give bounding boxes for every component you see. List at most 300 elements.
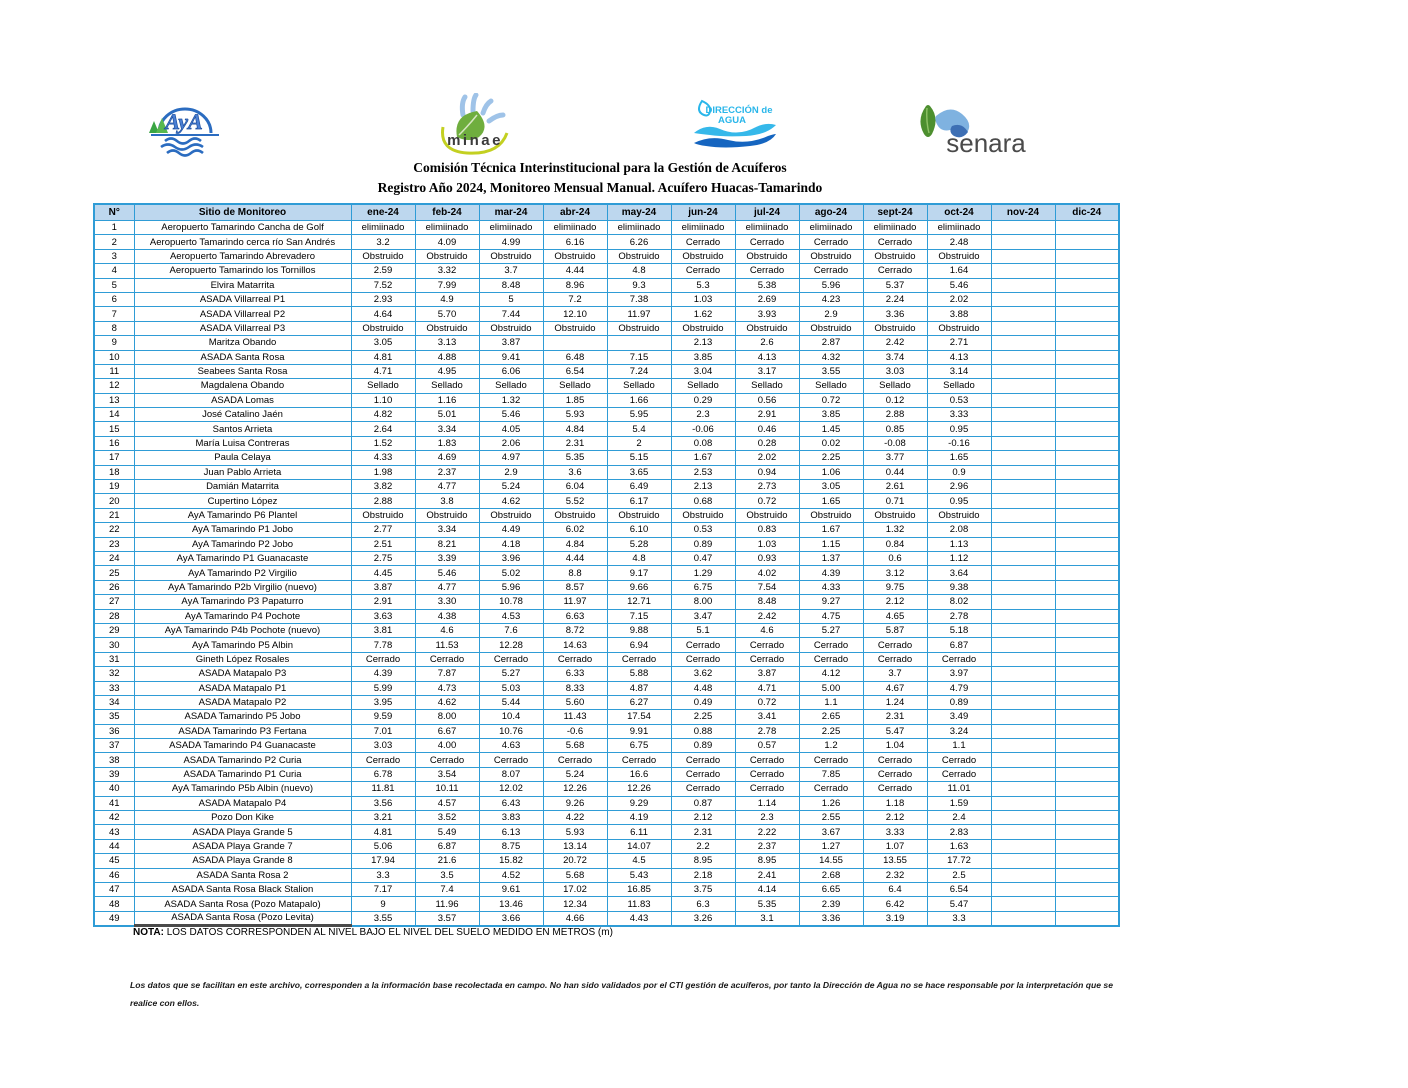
- table-row: [94, 854, 1119, 868]
- value-cell-abr-24: Obstruido: [543, 321, 607, 335]
- value-cell-may-24: Cerrado: [607, 753, 671, 767]
- value-cell-oct-24: 8.02: [927, 595, 991, 609]
- value-cell-feb-24: Obstruido: [415, 249, 479, 263]
- value-cell-jul-24: 2.42: [735, 609, 799, 623]
- value-cell-ene-24: 6.78: [351, 767, 415, 781]
- value-cell-sept-24: 5.87: [863, 623, 927, 637]
- value-cell-mar-24: 4.99: [479, 235, 543, 249]
- table-row: [94, 595, 1119, 609]
- direccion-agua-text2: AGUA: [718, 115, 746, 126]
- value-cell-ene-24: Cerrado: [351, 652, 415, 666]
- value-cell-jun-24: 8.95: [671, 854, 735, 868]
- value-cell-ene-24: 7.78: [351, 638, 415, 652]
- value-cell-sept-24: 6.42: [863, 897, 927, 911]
- value-cell-nov-24: [991, 753, 1055, 767]
- value-cell-ene-24: 1.52: [351, 436, 415, 450]
- value-cell-oct-24: 3.3: [927, 911, 991, 925]
- value-cell-ago-24: 6.65: [799, 882, 863, 896]
- value-cell-mar-24: 10.78: [479, 595, 543, 609]
- value-cell-nov-24: [991, 364, 1055, 378]
- value-cell-ene-24: 9: [351, 897, 415, 911]
- value-cell-nov-24: [991, 767, 1055, 781]
- value-cell-mar-24: 1.32: [479, 393, 543, 407]
- table-row: [94, 249, 1119, 263]
- value-cell-sept-24: 3.36: [863, 307, 927, 321]
- site-name-cell: ASADA Santa Rosa Black Stalion: [134, 882, 351, 896]
- value-cell-jun-24: 2.12: [671, 811, 735, 825]
- value-cell-jun-24: Cerrado: [671, 782, 735, 796]
- row-number-cell: 46: [94, 868, 134, 882]
- value-cell-mar-24: 3.83: [479, 811, 543, 825]
- row-number-cell: 38: [94, 753, 134, 767]
- site-name-cell: Aeropuerto Tamarindo los Tornillos: [134, 264, 351, 278]
- value-cell-ene-24: 4.39: [351, 667, 415, 681]
- site-name-cell: AyA Tamarindo P1 Guanacaste: [134, 551, 351, 565]
- value-cell-abr-24: 14.63: [543, 638, 607, 652]
- site-name-cell: ASADA Santa Rosa 2: [134, 868, 351, 882]
- value-cell-abr-24: 6.33: [543, 667, 607, 681]
- value-cell-nov-24: [991, 336, 1055, 350]
- value-cell-may-24: Obstruido: [607, 249, 671, 263]
- value-cell-mar-24: 4.97: [479, 451, 543, 465]
- table-row: [94, 278, 1119, 292]
- value-cell-ene-24: 4.81: [351, 825, 415, 839]
- value-cell-jun-24: 5.1: [671, 623, 735, 637]
- value-cell-dic-24: [1055, 465, 1119, 479]
- value-cell-may-24: 5.4: [607, 422, 671, 436]
- value-cell-mar-24: 2.06: [479, 436, 543, 450]
- value-cell-nov-24: [991, 882, 1055, 896]
- value-cell-mar-24: Cerrado: [479, 652, 543, 666]
- value-cell-oct-24: 2.71: [927, 336, 991, 350]
- value-cell-dic-24: [1055, 221, 1119, 235]
- value-cell-mar-24: 9.41: [479, 350, 543, 364]
- value-cell-feb-24: 3.34: [415, 422, 479, 436]
- value-cell-jun-24: 3.47: [671, 609, 735, 623]
- value-cell-dic-24: [1055, 724, 1119, 738]
- value-cell-nov-24: [991, 451, 1055, 465]
- value-cell-abr-24: 12.34: [543, 897, 607, 911]
- value-cell-dic-24: [1055, 523, 1119, 537]
- value-cell-abr-24: 5.35: [543, 451, 607, 465]
- direccion-agua-logo: [692, 97, 778, 159]
- value-cell-ene-24: 2.64: [351, 422, 415, 436]
- row-number-cell: 7: [94, 307, 134, 321]
- value-cell-sept-24: 0.85: [863, 422, 927, 436]
- value-cell-ene-24: 2.75: [351, 551, 415, 565]
- row-number-cell: 37: [94, 739, 134, 753]
- value-cell-jul-24: 0.56: [735, 393, 799, 407]
- value-cell-ene-24: Obstruido: [351, 508, 415, 522]
- value-cell-may-24: 6.75: [607, 739, 671, 753]
- value-cell-ene-24: 1.10: [351, 393, 415, 407]
- column-header-abr-24: abr-24: [543, 204, 607, 221]
- value-cell-nov-24: [991, 854, 1055, 868]
- table-row: [94, 667, 1119, 681]
- value-cell-jul-24: 0.94: [735, 465, 799, 479]
- value-cell-jul-24: 5.38: [735, 278, 799, 292]
- table-row: [94, 393, 1119, 407]
- value-cell-dic-24: [1055, 811, 1119, 825]
- nota-line: [133, 927, 613, 938]
- value-cell-dic-24: [1055, 379, 1119, 393]
- value-cell-sept-24: 2.12: [863, 595, 927, 609]
- value-cell-nov-24: [991, 652, 1055, 666]
- value-cell-oct-24: 4.13: [927, 350, 991, 364]
- value-cell-abr-24: 5.93: [543, 408, 607, 422]
- value-cell-dic-24: [1055, 782, 1119, 796]
- table-row: [94, 235, 1119, 249]
- value-cell-feb-24: elimiinado: [415, 221, 479, 235]
- value-cell-ene-24: elimiinado: [351, 221, 415, 235]
- value-cell-nov-24: [991, 480, 1055, 494]
- site-name-cell: ASADA Playa Grande 8: [134, 854, 351, 868]
- value-cell-dic-24: [1055, 249, 1119, 263]
- value-cell-may-24: 4.43: [607, 911, 671, 925]
- value-cell-abr-24: 5.52: [543, 494, 607, 508]
- table-row: [94, 350, 1119, 364]
- value-cell-ene-24: 3.82: [351, 480, 415, 494]
- value-cell-nov-24: [991, 868, 1055, 882]
- value-cell-jul-24: 4.14: [735, 882, 799, 896]
- value-cell-may-24: 9.88: [607, 623, 671, 637]
- value-cell-nov-24: [991, 839, 1055, 853]
- value-cell-feb-24: 5.46: [415, 566, 479, 580]
- value-cell-ago-24: Obstruido: [799, 249, 863, 263]
- value-cell-ene-24: 1.98: [351, 465, 415, 479]
- value-cell-ago-24: 4.23: [799, 292, 863, 306]
- value-cell-abr-24: 8.33: [543, 681, 607, 695]
- table-row: [94, 307, 1119, 321]
- value-cell-abr-24: 6.48: [543, 350, 607, 364]
- row-number-cell: 19: [94, 480, 134, 494]
- value-cell-sept-24: Cerrado: [863, 652, 927, 666]
- value-cell-mar-24: 4.53: [479, 609, 543, 623]
- value-cell-dic-24: [1055, 681, 1119, 695]
- value-cell-jun-24: 0.29: [671, 393, 735, 407]
- value-cell-feb-24: 2.37: [415, 465, 479, 479]
- value-cell-jul-24: 3.1: [735, 911, 799, 925]
- value-cell-jun-24: elimiinado: [671, 221, 735, 235]
- value-cell-jun-24: -0.06: [671, 422, 735, 436]
- value-cell-oct-24: 1.13: [927, 537, 991, 551]
- value-cell-ago-24: Sellado: [799, 379, 863, 393]
- value-cell-ago-24: 1.67: [799, 523, 863, 537]
- value-cell-dic-24: [1055, 235, 1119, 249]
- row-number-cell: 34: [94, 695, 134, 709]
- table-row: [94, 681, 1119, 695]
- value-cell-mar-24: Cerrado: [479, 753, 543, 767]
- value-cell-ene-24: 3.87: [351, 580, 415, 594]
- value-cell-ene-24: 7.17: [351, 882, 415, 896]
- value-cell-feb-24: 4.9: [415, 292, 479, 306]
- value-cell-nov-24: [991, 508, 1055, 522]
- value-cell-oct-24: 1.12: [927, 551, 991, 565]
- value-cell-feb-24: 3.39: [415, 551, 479, 565]
- value-cell-mar-24: 4.05: [479, 422, 543, 436]
- value-cell-dic-24: [1055, 897, 1119, 911]
- value-cell-nov-24: [991, 782, 1055, 796]
- nota-label: NOTA:: [133, 927, 164, 938]
- row-number-cell: 23: [94, 537, 134, 551]
- value-cell-feb-24: 4.38: [415, 609, 479, 623]
- value-cell-mar-24: 7.6: [479, 623, 543, 637]
- value-cell-sept-24: 1.24: [863, 695, 927, 709]
- value-cell-dic-24: [1055, 854, 1119, 868]
- value-cell-jul-24: Cerrado: [735, 638, 799, 652]
- value-cell-ago-24: 1.06: [799, 465, 863, 479]
- value-cell-ago-24: 4.12: [799, 667, 863, 681]
- value-cell-may-24: 6.17: [607, 494, 671, 508]
- site-name-cell: Magdalena Obando: [134, 379, 351, 393]
- site-name-cell: ASADA Santa Rosa: [134, 350, 351, 364]
- site-name-cell: Pozo Don Kike: [134, 811, 351, 825]
- value-cell-jun-24: 1.67: [671, 451, 735, 465]
- table-row: [94, 825, 1119, 839]
- value-cell-ago-24: 2.39: [799, 897, 863, 911]
- value-cell-feb-24: 11.53: [415, 638, 479, 652]
- value-cell-jul-24: 3.87: [735, 667, 799, 681]
- value-cell-sept-24: 1.32: [863, 523, 927, 537]
- value-cell-oct-24: 2.83: [927, 825, 991, 839]
- value-cell-jun-24: Cerrado: [671, 264, 735, 278]
- value-cell-abr-24: 4.84: [543, 422, 607, 436]
- value-cell-nov-24: [991, 235, 1055, 249]
- value-cell-oct-24: 1.64: [927, 264, 991, 278]
- site-name-cell: Paula Celaya: [134, 451, 351, 465]
- value-cell-sept-24: Cerrado: [863, 753, 927, 767]
- row-number-cell: 15: [94, 422, 134, 436]
- value-cell-sept-24: 3.19: [863, 911, 927, 925]
- value-cell-may-24: elimiinado: [607, 221, 671, 235]
- value-cell-nov-24: [991, 292, 1055, 306]
- value-cell-jun-24: 0.88: [671, 724, 735, 738]
- value-cell-may-24: 4.8: [607, 264, 671, 278]
- row-number-cell: 12: [94, 379, 134, 393]
- value-cell-feb-24: 4.88: [415, 350, 479, 364]
- value-cell-jul-24: Obstruido: [735, 508, 799, 522]
- value-cell-mar-24: 5.46: [479, 408, 543, 422]
- site-name-cell: ASADA Villarreal P1: [134, 292, 351, 306]
- nota-text: LOS DATOS CORRESPONDEN AL NIVEL BAJO EL NIVEL DEL SUELO MEDIDO EN METROS (m): [163, 927, 613, 938]
- value-cell-sept-24: 6.4: [863, 882, 927, 896]
- value-cell-may-24: 6.94: [607, 638, 671, 652]
- value-cell-mar-24: Sellado: [479, 379, 543, 393]
- value-cell-jun-24: Obstruido: [671, 321, 735, 335]
- value-cell-abr-24: Sellado: [543, 379, 607, 393]
- row-number-cell: 1: [94, 221, 134, 235]
- value-cell-jun-24: 4.48: [671, 681, 735, 695]
- value-cell-ago-24: Obstruido: [799, 321, 863, 335]
- value-cell-oct-24: 2.4: [927, 811, 991, 825]
- value-cell-jul-24: Cerrado: [735, 767, 799, 781]
- value-cell-sept-24: 3.77: [863, 451, 927, 465]
- value-cell-jun-24: 3.26: [671, 911, 735, 925]
- value-cell-nov-24: [991, 494, 1055, 508]
- value-cell-may-24: 7.24: [607, 364, 671, 378]
- value-cell-abr-24: 5.93: [543, 825, 607, 839]
- table-row: [94, 739, 1119, 753]
- value-cell-ago-24: Cerrado: [799, 782, 863, 796]
- column-header-dic-24: dic-24: [1055, 204, 1119, 221]
- value-cell-may-24: Cerrado: [607, 652, 671, 666]
- row-number-cell: 36: [94, 724, 134, 738]
- value-cell-dic-24: [1055, 623, 1119, 637]
- value-cell-ago-24: 2.65: [799, 710, 863, 724]
- value-cell-nov-24: [991, 710, 1055, 724]
- value-cell-feb-24: 4.77: [415, 480, 479, 494]
- value-cell-ago-24: 4.32: [799, 350, 863, 364]
- value-cell-nov-24: [991, 537, 1055, 551]
- value-cell-abr-24: 8.8: [543, 566, 607, 580]
- value-cell-dic-24: [1055, 739, 1119, 753]
- value-cell-sept-24: Cerrado: [863, 264, 927, 278]
- value-cell-abr-24: elimiinado: [543, 221, 607, 235]
- table-row: [94, 782, 1119, 796]
- table-header-row: [94, 204, 1119, 221]
- value-cell-may-24: 16.85: [607, 882, 671, 896]
- value-cell-abr-24: 17.02: [543, 882, 607, 896]
- value-cell-jul-24: Sellado: [735, 379, 799, 393]
- value-cell-dic-24: [1055, 508, 1119, 522]
- value-cell-jun-24: 0.47: [671, 551, 735, 565]
- value-cell-feb-24: 3.34: [415, 523, 479, 537]
- table-row: [94, 623, 1119, 637]
- table-row: [94, 221, 1119, 235]
- value-cell-jun-24: 3.62: [671, 667, 735, 681]
- row-number-cell: 45: [94, 854, 134, 868]
- aya-logo: [145, 95, 223, 161]
- value-cell-jun-24: 0.53: [671, 523, 735, 537]
- value-cell-dic-24: [1055, 695, 1119, 709]
- value-cell-jul-24: 4.71: [735, 681, 799, 695]
- value-cell-dic-24: [1055, 580, 1119, 594]
- value-cell-mar-24: 8.75: [479, 839, 543, 853]
- value-cell-ago-24: 3.67: [799, 825, 863, 839]
- value-cell-dic-24: [1055, 307, 1119, 321]
- value-cell-oct-24: -0.16: [927, 436, 991, 450]
- value-cell-oct-24: 2.02: [927, 292, 991, 306]
- value-cell-feb-24: 3.32: [415, 264, 479, 278]
- disclaimer-line-2: realice con ellos.: [130, 998, 200, 1008]
- value-cell-oct-24: 3.97: [927, 667, 991, 681]
- value-cell-jun-24: 2.53: [671, 465, 735, 479]
- value-cell-oct-24: 9.38: [927, 580, 991, 594]
- value-cell-dic-24: [1055, 609, 1119, 623]
- value-cell-nov-24: [991, 897, 1055, 911]
- value-cell-dic-24: [1055, 451, 1119, 465]
- value-cell-ene-24: 3.21: [351, 811, 415, 825]
- value-cell-oct-24: 0.95: [927, 494, 991, 508]
- value-cell-jun-24: 5.3: [671, 278, 735, 292]
- value-cell-dic-24: [1055, 796, 1119, 810]
- site-name-cell: ASADA Santa Rosa (Pozo Matapalo): [134, 897, 351, 911]
- value-cell-abr-24: 11.97: [543, 595, 607, 609]
- site-name-cell: Gineth López Rosales: [134, 652, 351, 666]
- value-cell-ene-24: 3.3: [351, 868, 415, 882]
- value-cell-may-24: 9.17: [607, 566, 671, 580]
- row-number-cell: 20: [94, 494, 134, 508]
- value-cell-nov-24: [991, 264, 1055, 278]
- value-cell-ago-24: 9.27: [799, 595, 863, 609]
- value-cell-may-24: 5.15: [607, 451, 671, 465]
- table-row: [94, 839, 1119, 853]
- row-number-cell: 43: [94, 825, 134, 839]
- value-cell-feb-24: 21.6: [415, 854, 479, 868]
- value-cell-jul-24: 2.91: [735, 408, 799, 422]
- site-name-cell: ASADA Tamarindo P4 Guanacaste: [134, 739, 351, 753]
- value-cell-abr-24: 7.2: [543, 292, 607, 306]
- value-cell-jul-24: 2.73: [735, 480, 799, 494]
- value-cell-dic-24: [1055, 264, 1119, 278]
- column-header-jun-24: jun-24: [671, 204, 735, 221]
- value-cell-abr-24: 8.57: [543, 580, 607, 594]
- value-cell-nov-24: [991, 667, 1055, 681]
- value-cell-feb-24: 5.01: [415, 408, 479, 422]
- value-cell-oct-24: 0.53: [927, 393, 991, 407]
- value-cell-nov-24: [991, 551, 1055, 565]
- table-row: [94, 364, 1119, 378]
- column-header-sept-24: sept-24: [863, 204, 927, 221]
- value-cell-oct-24: 2.5: [927, 868, 991, 882]
- value-cell-jun-24: 2.18: [671, 868, 735, 882]
- value-cell-jul-24: 4.13: [735, 350, 799, 364]
- value-cell-sept-24: Cerrado: [863, 782, 927, 796]
- value-cell-may-24: 4.19: [607, 811, 671, 825]
- row-number-cell: 25: [94, 566, 134, 580]
- value-cell-oct-24: 3.14: [927, 364, 991, 378]
- value-cell-abr-24: 1.85: [543, 393, 607, 407]
- row-number-cell: 27: [94, 595, 134, 609]
- value-cell-jul-24: Obstruido: [735, 249, 799, 263]
- value-cell-ene-24: 3.05: [351, 336, 415, 350]
- value-cell-abr-24: -0.6: [543, 724, 607, 738]
- value-cell-nov-24: [991, 695, 1055, 709]
- table-row: [94, 264, 1119, 278]
- column-header-number: N°: [94, 204, 134, 221]
- value-cell-dic-24: [1055, 393, 1119, 407]
- value-cell-jun-24: Cerrado: [671, 767, 735, 781]
- value-cell-abr-24: 2.31: [543, 436, 607, 450]
- value-cell-jul-24: 2.37: [735, 839, 799, 853]
- table-row: [94, 868, 1119, 882]
- value-cell-feb-24: 5.70: [415, 307, 479, 321]
- table-row: [94, 494, 1119, 508]
- value-cell-jul-24: 4.6: [735, 623, 799, 637]
- value-cell-may-24: Obstruido: [607, 321, 671, 335]
- value-cell-ago-24: 0.72: [799, 393, 863, 407]
- value-cell-feb-24: 6.87: [415, 839, 479, 853]
- value-cell-oct-24: 6.54: [927, 882, 991, 896]
- site-name-cell: ASADA Tamarindo P1 Curia: [134, 767, 351, 781]
- row-number-cell: 41: [94, 796, 134, 810]
- table-row: [94, 480, 1119, 494]
- value-cell-oct-24: Cerrado: [927, 652, 991, 666]
- value-cell-sept-24: 0.12: [863, 393, 927, 407]
- value-cell-feb-24: 4.57: [415, 796, 479, 810]
- value-cell-oct-24: Obstruido: [927, 508, 991, 522]
- value-cell-ago-24: 1.27: [799, 839, 863, 853]
- value-cell-oct-24: 3.33: [927, 408, 991, 422]
- row-number-cell: 8: [94, 321, 134, 335]
- row-number-cell: 9: [94, 336, 134, 350]
- table-row: [94, 609, 1119, 623]
- row-number-cell: 44: [94, 839, 134, 853]
- value-cell-mar-24: 4.18: [479, 537, 543, 551]
- row-number-cell: 33: [94, 681, 134, 695]
- senara-logo: [912, 102, 1034, 160]
- value-cell-ene-24: 11.81: [351, 782, 415, 796]
